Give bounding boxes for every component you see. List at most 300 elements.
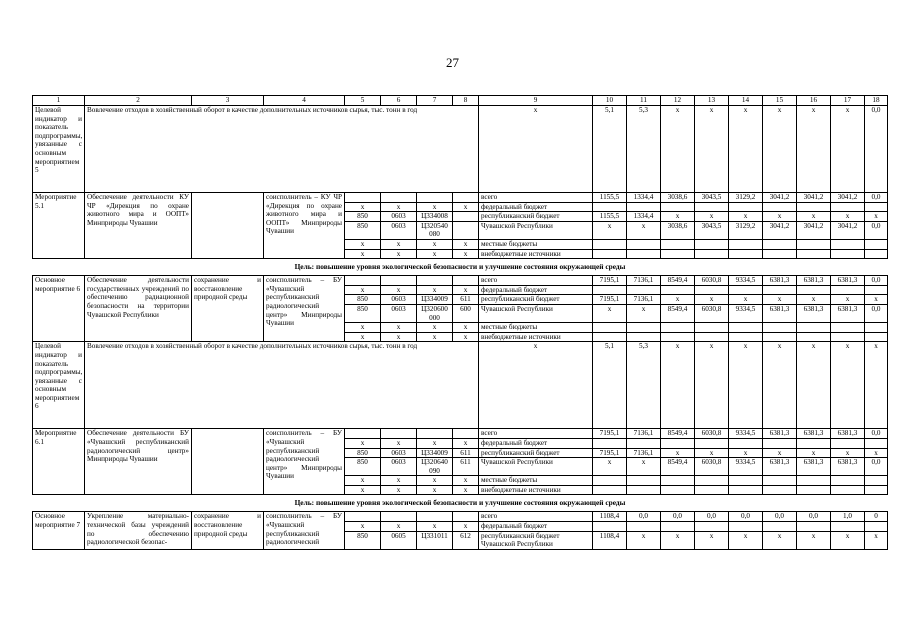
year-value xyxy=(865,438,888,448)
budget-code: Ц334009 xyxy=(417,295,453,305)
year-value xyxy=(831,476,865,486)
budget-code: Ц320640 090 xyxy=(417,458,453,476)
year-value xyxy=(661,249,695,259)
year-value xyxy=(627,202,661,212)
year-value: 0,0 xyxy=(695,512,729,522)
budget-code: х xyxy=(381,323,417,333)
event-executor: соисполнитель – БУ «Чувашский республиканский радиологический центр» Минприроды Чувашии xyxy=(264,276,345,342)
year-value xyxy=(865,249,888,259)
year-value: 6381,3 xyxy=(763,276,797,286)
year-value xyxy=(627,332,661,342)
column-number: 10 xyxy=(593,96,627,106)
year-value: х xyxy=(763,448,797,458)
year-value: х xyxy=(729,295,763,305)
year-value xyxy=(797,285,831,295)
year-value xyxy=(797,476,831,486)
year-value: х xyxy=(661,295,695,305)
budget-code: 850 xyxy=(345,458,381,476)
goal-heading: Цель: повышение уровня экологической безопасности и улучшение состояния окружающей среды xyxy=(33,495,888,512)
year-value xyxy=(729,239,763,249)
year-value xyxy=(695,249,729,259)
budget-code xyxy=(453,221,479,239)
event-name: Обеспечение деятельности государственных учреждений по обеспечению радиационной безопасности на территории Чувашской Республики xyxy=(85,276,192,342)
year-value: 0,0 xyxy=(729,512,763,522)
funding-source: республиканский бюджет xyxy=(479,295,593,305)
row-label: Целевой индикатор и показатель подпрограммы, увязанные с основным мероприятием 6 xyxy=(33,342,85,429)
year-value xyxy=(763,438,797,448)
row-label: Мероприятие 5.1 xyxy=(33,193,85,259)
funding-source: внебюджетные источники xyxy=(479,485,593,495)
year-value: 1155,5 xyxy=(593,193,627,203)
budget-code: 0603 xyxy=(381,458,417,476)
column-number: 4 xyxy=(264,96,345,106)
year-value: 0,0 xyxy=(661,512,695,522)
year-value: 7136,1 xyxy=(627,429,661,439)
year-value: 6381,3 xyxy=(763,429,797,439)
column-number: 15 xyxy=(763,96,797,106)
year-value: 5,1 xyxy=(593,106,627,193)
year-value: х xyxy=(797,106,831,193)
year-value xyxy=(865,332,888,342)
year-value: 9334,5 xyxy=(729,458,763,476)
event-name: Обеспечение деятельности БУ «Чувашский республиканский радиологический центр» Минприроды Чувашии xyxy=(85,429,192,495)
budget-code xyxy=(381,193,417,203)
budget-code: х xyxy=(345,438,381,448)
year-value: х xyxy=(661,106,695,193)
budget-code: 850 xyxy=(345,304,381,322)
year-value: 3041,2 xyxy=(763,193,797,203)
funding-row xyxy=(33,512,888,522)
year-value: 3041,2 xyxy=(797,221,831,239)
budget-code: 850 xyxy=(345,212,381,222)
funding-source: федеральный бюджет xyxy=(479,438,593,448)
year-value: х xyxy=(797,212,831,222)
year-value: 3129,2 xyxy=(729,221,763,239)
year-value: х xyxy=(865,295,888,305)
year-value xyxy=(797,323,831,333)
row-label: Мероприятие 6.1 xyxy=(33,429,85,495)
year-value: х xyxy=(729,531,763,549)
year-value: 0,0 xyxy=(865,276,888,286)
budget-code: х xyxy=(453,323,479,333)
budget-code: 850 xyxy=(345,531,381,549)
year-value xyxy=(695,485,729,495)
funding-source: Чувашской Республики xyxy=(479,221,593,239)
year-value xyxy=(729,332,763,342)
budget-code: 600 xyxy=(453,304,479,322)
year-value: х xyxy=(661,448,695,458)
column-number: 17 xyxy=(831,96,865,106)
year-value: х xyxy=(831,342,865,429)
budget-code xyxy=(453,276,479,286)
budget-code: х xyxy=(417,285,453,295)
funding-source: местные бюджеты xyxy=(479,239,593,249)
year-value: 6381,3 xyxy=(797,429,831,439)
year-value: х xyxy=(695,342,729,429)
year-value xyxy=(729,485,763,495)
year-value: 6381,3 xyxy=(763,458,797,476)
year-value: 6381,3 xyxy=(831,276,865,286)
year-value: 9334,5 xyxy=(729,276,763,286)
budget-code xyxy=(345,429,381,439)
event-executor: соисполнитель – КУ ЧР «Дирекция по охране животного мира и ООПТ» Минприроды Чувашии xyxy=(264,193,345,259)
year-value xyxy=(865,485,888,495)
funding-source: Чувашской Республики xyxy=(479,304,593,322)
budget-code: 850 xyxy=(345,221,381,239)
budget-code xyxy=(417,276,453,286)
event-goal xyxy=(192,193,264,259)
year-value: 3043,5 xyxy=(695,221,729,239)
year-value: 0,0 xyxy=(865,193,888,203)
year-value xyxy=(729,323,763,333)
year-value: 6381,3 xyxy=(797,304,831,322)
year-value xyxy=(763,522,797,532)
row-label: Целевой индикатор и показатель подпрограммы, увязанные с основным мероприятием 5 xyxy=(33,106,85,193)
column-number: 2 xyxy=(85,96,192,106)
row-label: Основное мероприятие 6 xyxy=(33,276,85,342)
funding-source: Чувашской Республики xyxy=(479,458,593,476)
year-value xyxy=(865,522,888,532)
page-number: 27 xyxy=(446,55,459,70)
year-value: 3043,5 xyxy=(695,193,729,203)
year-value xyxy=(831,323,865,333)
budget-code: х xyxy=(453,249,479,259)
year-value xyxy=(729,285,763,295)
column-number: 16 xyxy=(797,96,831,106)
year-value xyxy=(695,285,729,295)
year-value: х xyxy=(695,295,729,305)
year-value: 0 xyxy=(865,512,888,522)
year-value: 3041,2 xyxy=(831,221,865,239)
year-value: х xyxy=(661,212,695,222)
column-number: 11 xyxy=(627,96,661,106)
year-value xyxy=(763,249,797,259)
indicator-name: Вовлечение отходов в хозяйственный оборот в качестве дополнительных источников сырья, тыс. тонн в год xyxy=(85,106,479,193)
budget-code: Ц320600 000 xyxy=(417,304,453,322)
year-value: х xyxy=(797,342,831,429)
budget-code: х xyxy=(381,485,417,495)
year-value: 6381,3 xyxy=(797,276,831,286)
funding-source: федеральный бюджет xyxy=(479,522,593,532)
year-value: х xyxy=(865,342,888,429)
budget-code: х xyxy=(453,332,479,342)
year-value xyxy=(661,438,695,448)
event-name: Обеспечение деятельности КУ ЧР «Дирекция по охране животного мира и ООПТ» Минприроды Чувашии xyxy=(85,193,192,259)
budget-code: х xyxy=(453,285,479,295)
budget-code: Ц320540 080 xyxy=(417,221,453,239)
year-value xyxy=(865,476,888,486)
funding-source: республиканский бюджет Чувашской Республики xyxy=(479,531,593,549)
year-value: 5,1 xyxy=(593,342,627,429)
year-value: х xyxy=(831,448,865,458)
goal-heading-row xyxy=(33,495,888,512)
budget-code: 0605 xyxy=(381,531,417,549)
year-value xyxy=(763,485,797,495)
year-value: 9334,5 xyxy=(729,304,763,322)
year-value xyxy=(695,522,729,532)
year-value xyxy=(831,522,865,532)
year-value: 0,0 xyxy=(865,221,888,239)
budget-code: 612 xyxy=(453,531,479,549)
year-value xyxy=(593,249,627,259)
event-goal: сохранение и восстановление природной среды xyxy=(192,512,264,549)
year-value: 0,0 xyxy=(865,106,888,193)
year-value: 7195,1 xyxy=(593,429,627,439)
year-value xyxy=(661,239,695,249)
year-value: 6030,8 xyxy=(695,429,729,439)
year-value: 8549,4 xyxy=(661,429,695,439)
year-value xyxy=(661,332,695,342)
budget-code: х xyxy=(453,485,479,495)
year-value: 6381,3 xyxy=(831,304,865,322)
budget-code: 0603 xyxy=(381,448,417,458)
budget-code: х xyxy=(417,332,453,342)
budget-code xyxy=(453,512,479,522)
year-value: х xyxy=(661,342,695,429)
year-value xyxy=(831,438,865,448)
year-value xyxy=(797,522,831,532)
budget-code xyxy=(345,276,381,286)
year-value: 3038,6 xyxy=(661,193,695,203)
year-value xyxy=(763,323,797,333)
year-value xyxy=(593,285,627,295)
budget-code xyxy=(417,429,453,439)
budget-code: х xyxy=(345,249,381,259)
year-value: 6381,3 xyxy=(831,429,865,439)
year-value: 1155,5 xyxy=(593,212,627,222)
year-value xyxy=(695,323,729,333)
year-value xyxy=(593,239,627,249)
year-value xyxy=(661,202,695,212)
year-value: х xyxy=(729,342,763,429)
budget-code: х xyxy=(453,522,479,532)
budget-code xyxy=(453,429,479,439)
year-value: 0,0 xyxy=(797,512,831,522)
year-value: 0,0 xyxy=(763,512,797,522)
year-value: 6381,3 xyxy=(763,304,797,322)
year-value xyxy=(593,485,627,495)
year-value: 8549,4 xyxy=(661,276,695,286)
year-value: х xyxy=(797,531,831,549)
year-value xyxy=(661,476,695,486)
year-value xyxy=(797,202,831,212)
budget-code: х xyxy=(453,239,479,249)
budget-code: Ц334008 xyxy=(417,212,453,222)
target-indicator-row xyxy=(33,106,888,193)
budget-code: х xyxy=(381,332,417,342)
year-value: х xyxy=(865,448,888,458)
year-value xyxy=(797,239,831,249)
budget-code: 0603 xyxy=(381,304,417,322)
year-value: 0,0 xyxy=(865,458,888,476)
year-value: 8549,4 xyxy=(661,458,695,476)
year-value: 7136,1 xyxy=(627,448,661,458)
year-value xyxy=(593,323,627,333)
year-value xyxy=(627,476,661,486)
budget-code: х xyxy=(381,239,417,249)
year-value xyxy=(627,285,661,295)
column-number: 6 xyxy=(381,96,417,106)
budget-code: 0603 xyxy=(381,212,417,222)
year-value xyxy=(763,332,797,342)
budget-code: х xyxy=(417,522,453,532)
year-value: х xyxy=(729,106,763,193)
year-value xyxy=(729,522,763,532)
funding-source: всего xyxy=(479,276,593,286)
year-value xyxy=(593,522,627,532)
budget-code: х xyxy=(417,438,453,448)
funding-source: республиканский бюджет xyxy=(479,448,593,458)
year-value xyxy=(627,323,661,333)
year-value xyxy=(661,522,695,532)
budget-code: х xyxy=(381,438,417,448)
year-value xyxy=(763,239,797,249)
event-name: Укрепление материально-технической базы учреждений по обеспечению радиологической безопас- xyxy=(85,512,192,549)
year-value: х xyxy=(797,448,831,458)
budget-code: Ц334009 xyxy=(417,448,453,458)
budget-code: Ц331011 xyxy=(417,531,453,549)
year-value: 6030,8 xyxy=(695,458,729,476)
year-value xyxy=(797,332,831,342)
funding-row xyxy=(33,429,888,439)
year-value: 1108,4 xyxy=(593,531,627,549)
year-value: х xyxy=(831,212,865,222)
year-value: 7195,1 xyxy=(593,276,627,286)
year-value xyxy=(831,285,865,295)
column-number: 14 xyxy=(729,96,763,106)
year-value xyxy=(797,438,831,448)
funding-source: внебюджетные источники xyxy=(479,332,593,342)
event-executor: соисполнитель – БУ «Чувашский республиканский радиологический xyxy=(264,512,345,549)
year-value: 7195,1 xyxy=(593,295,627,305)
year-value: 7136,1 xyxy=(627,276,661,286)
year-value: х xyxy=(627,458,661,476)
budget-code: 0603 xyxy=(381,221,417,239)
year-value: 1334,4 xyxy=(627,193,661,203)
indicator-col9: х xyxy=(479,342,593,429)
budget-code xyxy=(417,193,453,203)
year-value xyxy=(797,249,831,259)
year-value xyxy=(593,332,627,342)
column-number: 3 xyxy=(192,96,264,106)
year-value: 6030,8 xyxy=(695,276,729,286)
year-value: х xyxy=(695,106,729,193)
budget-code: 611 xyxy=(453,448,479,458)
year-value: х xyxy=(695,531,729,549)
year-value xyxy=(627,485,661,495)
budget-code: х xyxy=(345,485,381,495)
funding-row xyxy=(33,276,888,286)
budget-code: х xyxy=(381,476,417,486)
budget-code: х xyxy=(345,476,381,486)
year-value xyxy=(695,332,729,342)
year-value: 1108,4 xyxy=(593,512,627,522)
column-number: 9 xyxy=(479,96,593,106)
column-number: 5 xyxy=(345,96,381,106)
year-value xyxy=(831,332,865,342)
year-value xyxy=(661,485,695,495)
budget-code: х xyxy=(381,285,417,295)
budget-code xyxy=(453,212,479,222)
budget-code: х xyxy=(345,332,381,342)
budget-code xyxy=(381,276,417,286)
year-value xyxy=(661,323,695,333)
budget-code xyxy=(417,512,453,522)
funding-source: местные бюджеты xyxy=(479,476,593,486)
year-value: х xyxy=(831,106,865,193)
funding-source: республиканский бюджет xyxy=(479,212,593,222)
year-value: х xyxy=(865,531,888,549)
year-value xyxy=(627,249,661,259)
year-value xyxy=(593,202,627,212)
year-value: 6381,3 xyxy=(797,458,831,476)
year-value: 3038,6 xyxy=(661,221,695,239)
indicator-col9: х xyxy=(479,106,593,193)
year-value xyxy=(729,249,763,259)
budget-code: х xyxy=(453,476,479,486)
year-value: 3041,2 xyxy=(763,221,797,239)
year-value xyxy=(865,239,888,249)
budget-code: 611 xyxy=(453,458,479,476)
budget-code: х xyxy=(417,239,453,249)
year-value xyxy=(763,202,797,212)
year-value xyxy=(729,476,763,486)
budget-code xyxy=(345,193,381,203)
year-value xyxy=(729,202,763,212)
year-value: 3129,2 xyxy=(729,193,763,203)
funding-source: внебюджетные источники xyxy=(479,249,593,259)
column-number-row xyxy=(33,96,888,106)
year-value xyxy=(695,476,729,486)
year-value: х xyxy=(729,212,763,222)
year-value: 1,0 xyxy=(831,512,865,522)
year-value: 6381,3 xyxy=(831,458,865,476)
budget-code: х xyxy=(381,249,417,259)
year-value: х xyxy=(831,295,865,305)
year-value xyxy=(729,438,763,448)
funding-source: всего xyxy=(479,512,593,522)
year-value: х xyxy=(763,106,797,193)
budget-code xyxy=(381,512,417,522)
funding-source: местные бюджеты xyxy=(479,323,593,333)
budget-code: х xyxy=(417,202,453,212)
year-value: х xyxy=(593,221,627,239)
funding-source: всего xyxy=(479,429,593,439)
budget-code: х xyxy=(345,522,381,532)
year-value xyxy=(865,202,888,212)
budget-code: х xyxy=(417,476,453,486)
budget-code: х xyxy=(345,285,381,295)
year-value: 7195,1 xyxy=(593,448,627,458)
budget-code: 850 xyxy=(345,448,381,458)
year-value: х xyxy=(729,448,763,458)
budget-code: х xyxy=(417,323,453,333)
budget-code: х xyxy=(345,239,381,249)
year-value: х xyxy=(763,295,797,305)
year-value: 3041,2 xyxy=(797,193,831,203)
budget-code: х xyxy=(417,249,453,259)
year-value: 8549,4 xyxy=(661,304,695,322)
year-value: х xyxy=(763,342,797,429)
funding-source: федеральный бюджет xyxy=(479,285,593,295)
year-value: х xyxy=(865,212,888,222)
year-value: х xyxy=(627,304,661,322)
year-value: х xyxy=(695,212,729,222)
year-value: 0,0 xyxy=(865,429,888,439)
year-value xyxy=(865,323,888,333)
year-value: х xyxy=(593,304,627,322)
year-value xyxy=(695,438,729,448)
